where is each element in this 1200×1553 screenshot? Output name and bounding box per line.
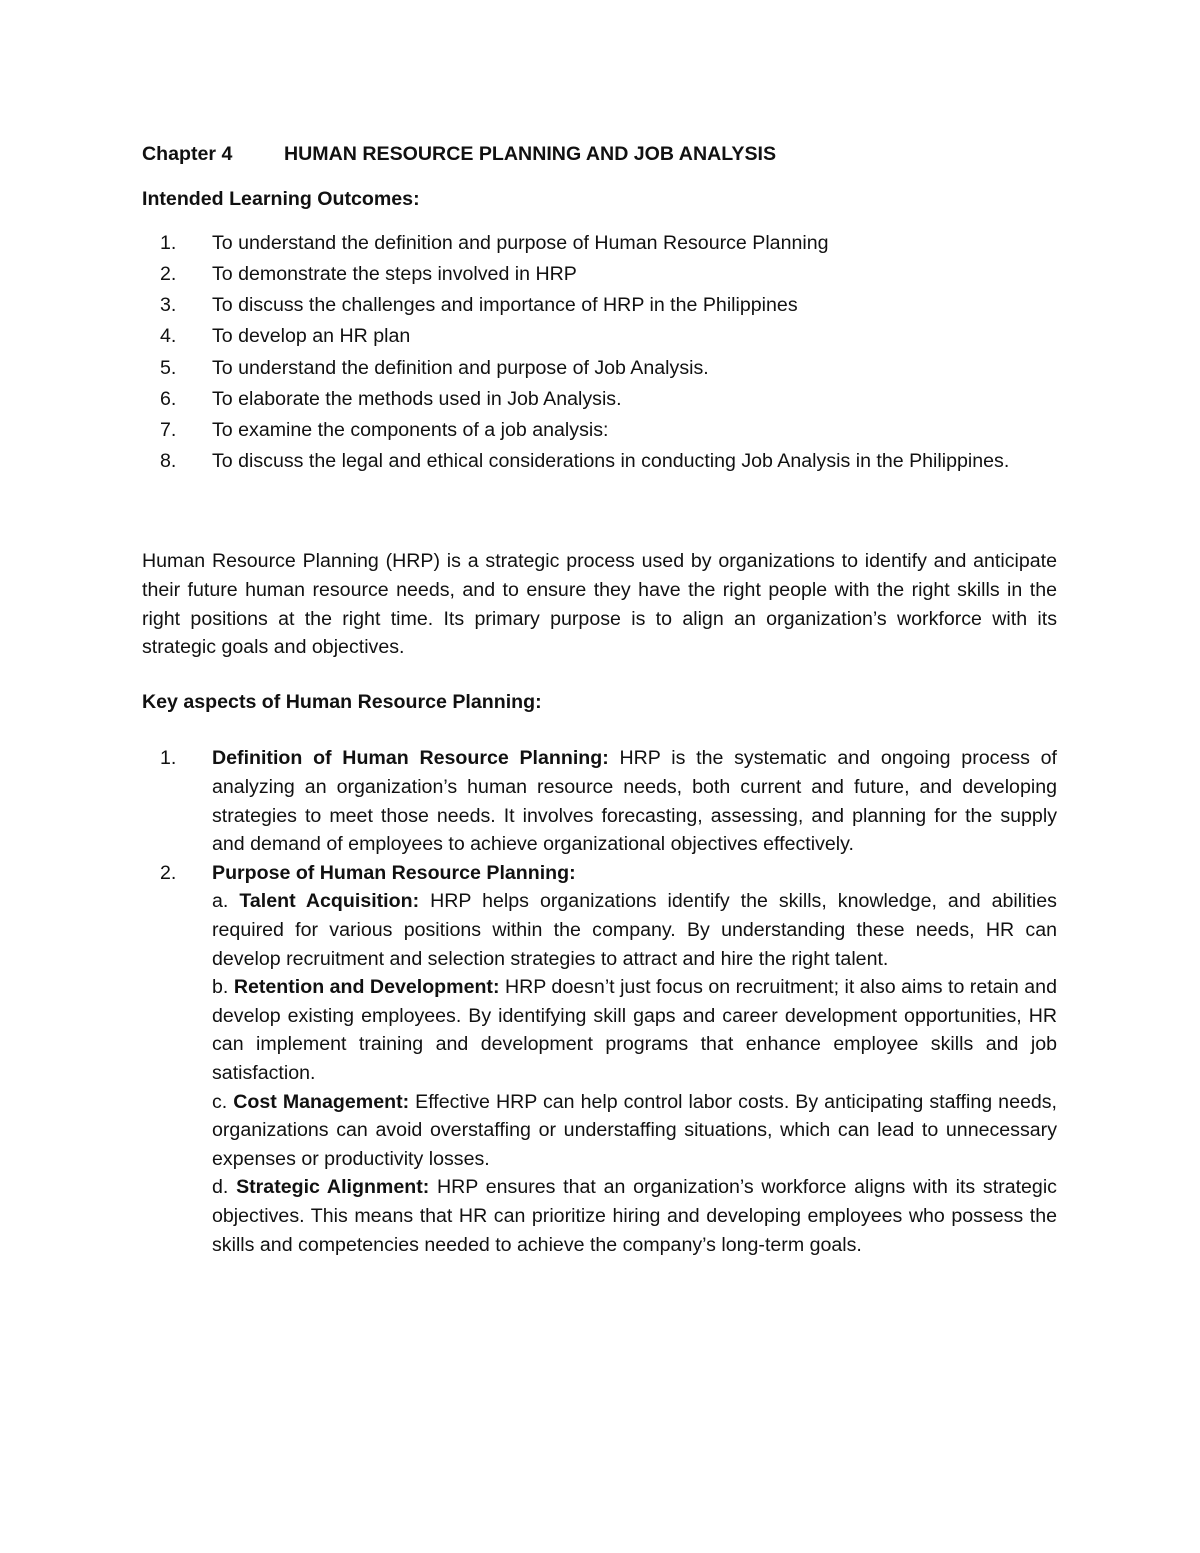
list-item: [142, 416, 1057, 445]
sub-item-cost-management: [212, 1088, 1057, 1174]
list-number: 2.: [160, 263, 177, 286]
sub-item-letter: c.: [212, 1090, 234, 1113]
sub-item-title: Cost Management:: [233, 1090, 410, 1113]
list-number: 1.: [160, 232, 177, 255]
sub-item-retention-development: [212, 973, 1057, 1087]
sub-item-body: HRP helps organizations identify the skills, knowledge, and abilities required for various positions within the company. By understanding these needs, HR can develop recruitment and selection strategies to attract and hire the right talent.: [212, 890, 1057, 970]
learning-outcomes-heading: Intended Learning Outcomes:: [142, 187, 420, 210]
item-title: Definition of Human Resource Planning:: [212, 747, 609, 770]
list-number: 7.: [160, 418, 177, 441]
list-text: To discuss the challenges and importance of HRP in the Philippines: [212, 294, 798, 317]
sub-item-body: Effective HRP can help control labor costs. By anticipating staffing needs, organizations can avoid overstaffing or understaffing situations, which can lead to unnecessary expenses or productivity losses.: [212, 1090, 1057, 1170]
list-text: To elaborate the methods used in Job Analysis.: [212, 387, 622, 410]
list-text: To demonstrate the steps involved in HRP: [212, 263, 577, 286]
list-number: 3.: [160, 294, 177, 317]
chapter-heading: [142, 140, 1057, 169]
sub-item-talent-acquisition: [212, 887, 1057, 973]
list-item: [142, 859, 1057, 1259]
intro-paragraph: Human Resource Planning (HRP) is a strategic process used by organizations to identify and anticipate their future human resource needs, and to ensure they have the right people with the right skills in the right positions at the right time. Its primary purpose is to align an organization’s workforce with its strategic goals and objectives.: [142, 550, 1057, 659]
list-item: [142, 322, 1057, 351]
sub-item-title: Talent Acquisition:: [239, 890, 420, 913]
sub-item-body: HRP ensures that an organization’s workforce aligns with its strategic objectives. This means that HR can prioritize hiring and developing employees who possess the skills and competencies needed to achieve the company’s long-term goals.: [212, 1176, 1057, 1256]
list-number: 2.: [160, 861, 177, 884]
document-page: [142, 140, 1057, 1259]
sub-item-strategic-alignment: [212, 1173, 1057, 1259]
list-text: To develop an HR plan: [212, 325, 411, 348]
list-item: [142, 291, 1057, 320]
list-text: [212, 859, 1057, 1259]
key-aspects-list: [142, 744, 1057, 1259]
list-number: 5.: [160, 356, 177, 379]
list-number: 4.: [160, 325, 177, 348]
list-item: [142, 385, 1057, 414]
chapter-title: HUMAN RESOURCE PLANNING AND JOB ANALYSIS: [284, 143, 777, 165]
list-number: 6.: [160, 387, 177, 410]
list-text: [212, 744, 1057, 858]
sub-item-body: HRP doesn’t just focus on recruitment; it also aims to retain and develop existing employees. By identifying skill gaps and career development opportunities, HR can implement training and development programs that enhance employee skills and job satisfaction.: [212, 976, 1057, 1084]
list-item: [142, 260, 1057, 289]
item-body: HRP is the systematic and ongoing process of analyzing an organization’s human resource needs, both current and future, and developing strategies to meet those needs. It involves forecasting, assessing, and planning for the supply and demand of employees to achieve organizational objectives effectively.: [212, 747, 1057, 856]
list-text: To discuss the legal and ethical considerations in conducting Job Analysis in the Philippines.: [212, 449, 1010, 472]
list-item: [142, 354, 1057, 383]
list-item: [142, 229, 1057, 258]
sub-item-letter: a.: [212, 890, 240, 913]
key-aspects-heading: Key aspects of Human Resource Planning:: [142, 690, 542, 713]
sub-item-title: Strategic Alignment:: [236, 1176, 430, 1199]
chapter-number: Chapter 4: [142, 143, 233, 165]
list-text: To understand the definition and purpose of Human Resource Planning: [212, 232, 829, 255]
list-item: [142, 744, 1057, 858]
sub-item-letter: b.: [212, 976, 234, 999]
sub-item-title: Retention and Development:: [233, 976, 500, 999]
item-title: Purpose of Human Resource Planning:: [212, 861, 576, 884]
list-number: 8.: [160, 449, 177, 472]
list-item: [142, 447, 1057, 476]
learning-outcomes-list: [142, 229, 1057, 475]
list-text: To understand the definition and purpose of Job Analysis.: [212, 356, 709, 379]
list-number: 1.: [160, 747, 177, 770]
sub-item-letter: d.: [212, 1176, 237, 1199]
list-text: To examine the components of a job analysis:: [212, 418, 609, 441]
